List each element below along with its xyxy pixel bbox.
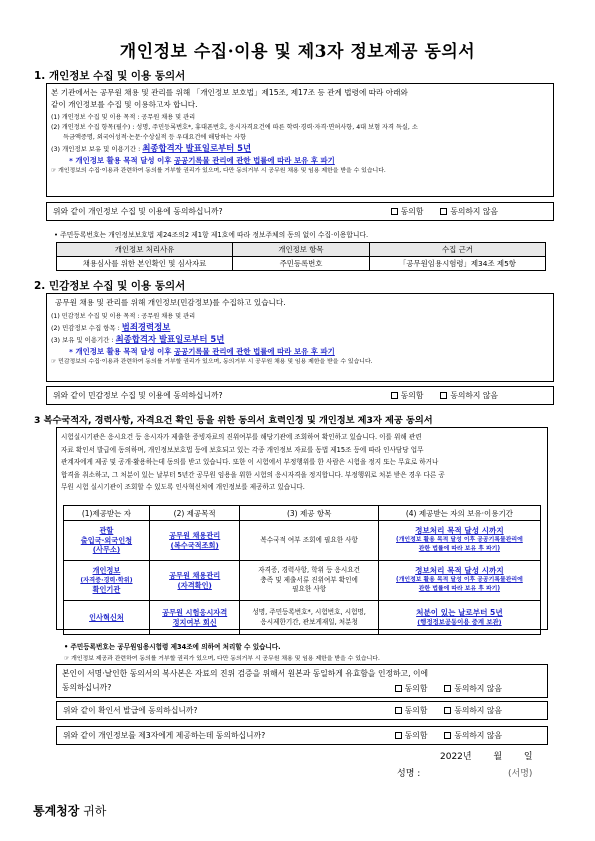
row2-period: [378, 561, 540, 601]
third-party-consent-row: [56, 726, 548, 745]
section2-intro: 공무원 채용 및 관리를 위해 개인정보(민감정보)를 수집하고 있습니다.: [55, 298, 286, 307]
section1-period-value: 최종합격자 발표일로부터 5년: [142, 143, 252, 153]
row2-recipient-line: 확인기관: [92, 585, 121, 595]
section1-period-label: (3) 개인정보 보유 및 이용기간 :: [51, 145, 143, 153]
section1-disagree-checkbox[interactable]: [440, 208, 447, 215]
row1-period: [378, 521, 540, 561]
certificate-agree-checkbox[interactable]: [395, 707, 402, 714]
date-year: 2022년: [440, 752, 472, 762]
third-party-header-recipient: (1)제공받는 자: [64, 506, 150, 521]
section3-intro-2: 자료 확인서 발급에 동의하며, 개인정보보호법 등에 보호되고 있는 각종 개인정보 자료를 동법 제15조 등에 따라 인사담당 업무: [61, 445, 424, 454]
row3-recipient-line: 인사혁신처: [89, 612, 124, 622]
row3-items: [240, 601, 378, 635]
row2-recipient: [64, 561, 150, 601]
section1-intro-1: 본 기관에서는 공무원 채용 및 관리를 위해 「개인정보 보호법」제15조, 제17조 등 관계 법령에 따라 아래와: [51, 88, 408, 97]
section1-consent-row: [46, 202, 554, 221]
row3-purpose: [149, 601, 240, 635]
row1-period-sub: 관한 법률에 따라 보유 후 파기): [418, 546, 501, 553]
section1-item-fields-cont: 득금액증명, 외국어성적·논문·수상실적 등 우대요건에 해당하는 사항: [63, 134, 247, 141]
row2-purpose-line: 공무원 채용관리: [169, 571, 221, 580]
date-line: [440, 749, 533, 762]
section1-agree-checkbox[interactable]: [391, 208, 398, 215]
rrn-cell-basis: 「공무원임용시험령」제34조 제5항: [369, 257, 545, 271]
section2-period-label: (3) 보유 및 이용기간 :: [51, 335, 116, 344]
section1-retention-label: * 개인정보 활용 목적 달성 이후: [69, 156, 174, 165]
section2-heading: 2. 민감정보 수집 및 이용 동의서: [34, 280, 186, 292]
section2-box: [46, 293, 554, 382]
row3-period-main: 처분이 있는 날로부터 5년: [416, 608, 503, 617]
section2-period-value: 최종합격자 발표일로부터 5년: [115, 333, 225, 344]
addressee: [33, 802, 106, 819]
addressee-suffix: 귀하: [79, 804, 107, 818]
third-party-table: [63, 505, 541, 635]
certificate-consent-row: [56, 701, 548, 720]
rrn-cell-item: 주민등록번호: [233, 257, 370, 271]
rrn-header-item: 개인정보 항목: [233, 243, 370, 257]
section2-item-purpose: (1) 민감정보 수집 및 이용 목적 : 공무원 채용 및 관리: [51, 312, 196, 320]
section3-intro-1: 시험실시기관은 응시요건 등 응시자가 제출한 증빙자료의 진위여부를 해당기관에 조회하여 확인하고 있습니다. 이를 위해 관련: [61, 433, 422, 441]
date-day: 일: [523, 752, 533, 762]
row2-period-main: 정보처리 목적 달성 시까지: [415, 566, 504, 576]
section2-item-fields-label: (2) 민감정보 수집 항목 :: [51, 323, 122, 332]
section1-retention: [51, 155, 549, 166]
section3-heading: 3 복수국적자, 경력사항, 자격요건 확인 등을 위한 동의서 효력인정 및 개인정보 제3자 제공 동의서: [34, 415, 433, 426]
row2-items: [240, 561, 378, 601]
certificate-disagree-label: 동의하지 않음: [454, 706, 502, 715]
section2-agree-label: 동의함: [400, 391, 424, 400]
section1-consent-question: 위와 같이 개인정보 수집 및 이용에 동의하십니까?: [53, 207, 223, 216]
row1-recipient-line: 출입국·외국인청: [80, 535, 133, 545]
copy-consent-question-2: 동의하십니까?: [62, 683, 112, 692]
section2-refusal-note: ☞ 민감정보의 수집·이용과 관련하여 동의를 거부할 권리가 있으며, 동의거부 시 공무원 채용 및 임용 제한을 받을 수 있습니다.: [51, 358, 373, 365]
section2-item-fields: [51, 322, 549, 334]
section1-disagree-label: 동의하지 않음: [450, 207, 498, 216]
row2-recipient-line: (자격증·경력·학위): [80, 576, 133, 584]
copy-consent-question-1: 본인이 서명·날인한 동의서의 복사본은 자료의 진위 검증을 위해서 원본과 동일하게 유효함을 인정하고, 이에: [62, 669, 429, 678]
row1-purpose: [149, 521, 240, 561]
section3-refusal-note: ☞ 개인정보 제공과 관련하여 동의를 거부할 권리가 있으며, 다만 동의거부 시 공무원 채용 및 임용 제한을 받을 수 있습니다.: [64, 656, 380, 662]
section1-item-purpose: (1) 개인정보 수집 및 이용 목적 : 공무원 채용 및 관리: [51, 114, 196, 121]
row2-items-line: 충족 및 제출서류 진위여부 확인에: [260, 575, 358, 584]
section2-item-fields-value: 범죄경력정보: [121, 321, 171, 332]
row3-recipient: [64, 601, 150, 635]
signature-mark: (서명): [508, 769, 533, 779]
table-row: [64, 561, 541, 601]
third-party-agree-checkbox[interactable]: [395, 732, 402, 739]
row1-period-sub: (개인정보 활용 목적 달성 이후 공공기록물관리에: [396, 536, 523, 543]
third-party-disagree-checkbox[interactable]: [444, 732, 451, 739]
copy-agree-label: 동의함: [404, 684, 428, 693]
rrn-header-basis: 수집 근거: [369, 243, 545, 257]
copy-disagree-checkbox[interactable]: [444, 685, 451, 692]
row1-recipient-line: (사무소): [92, 545, 121, 555]
row1-items-line: 복수국적 여부 조회에 필요한 사항: [260, 535, 358, 544]
certificate-agree-label: 동의함: [404, 706, 428, 715]
section2-retention-label: * 개인정보 활용 목적 달성 이후: [69, 346, 174, 356]
third-party-agree-label: 동의함: [404, 731, 428, 740]
signature-label: 성명 :: [397, 769, 421, 779]
table-row: [64, 521, 541, 561]
row2-purpose-line: (자격확인): [177, 580, 212, 590]
document-title: 개인정보 수집·이용 및 제3자 정보제공 동의서: [119, 42, 476, 62]
section2-period: [51, 334, 549, 346]
third-party-header-period: (4) 제공받는 자의 보유·이용기간: [378, 506, 540, 521]
row2-purpose: [149, 561, 240, 601]
row2-recipient-line: 개인정보: [92, 566, 121, 576]
row2-items-line: 필요한 사항: [292, 585, 327, 594]
row1-purpose-line: 공무원 채용관리: [169, 531, 221, 540]
row2-period-sub: 관한 법률에 따라 보유 후 파기): [418, 586, 501, 593]
date-month: 월: [493, 752, 503, 762]
section1-item-fields: (2) 개인정보 수집 항목(필수) : 성명, 주민등록번호*, 휴대폰번호, 응시자격요건에 따른 학력·경력·자격·면허사항, 4대 보험 자격 득실, 소: [51, 124, 418, 131]
addressee-org: 통계청장: [33, 804, 80, 818]
row3-purpose-line: 공무원 시험응시자격: [162, 608, 228, 617]
section1-agree-label: 동의함: [400, 207, 424, 216]
section1-box: [46, 83, 554, 197]
row2-items-line: 자격증, 경력사항, 학위 등 응시요건: [258, 566, 361, 575]
section1-heading: 1. 개인정보 수집 및 이용 동의서: [34, 70, 186, 82]
row3-period-sub: (행정정보공동이용 중계 보관): [417, 617, 502, 626]
row1-period-main: 정보처리 목적 달성 시까지: [415, 526, 504, 536]
section2-disagree-label: 동의하지 않음: [450, 391, 498, 400]
table-row: [64, 601, 541, 635]
signature-line: [397, 766, 532, 779]
third-party-consent-question: 위와 같이 개인정보를 제3자에게 제공하는데 동의하십니까?: [63, 731, 266, 740]
section2-retention-value: 공공기록물 관리에 관한 법률에 따라 보유 후 파기: [173, 346, 335, 356]
third-party-header-purpose: (2) 제공목적: [149, 506, 240, 521]
row3-items-line: 응시제한기간, 관보게재일, 처분청: [260, 617, 358, 626]
row1-purpose-line: (복수국적조회): [170, 540, 219, 550]
copy-agree-checkbox[interactable]: [395, 685, 402, 692]
section2-disagree-checkbox[interactable]: [440, 392, 447, 399]
rrn-cell-reason: 채용심사를 위한 본인확인 및 심사자료: [57, 257, 233, 271]
section3-intro-3: 관계자에게 제공 및 공개·활용하는데 동의를 받고 있습니다. 또한 이 시험에서 부정행위를 한 사람은 시험을 정지 또는 무효로 하거나: [61, 458, 439, 466]
row1-recipient: [64, 521, 150, 561]
rrn-table: [56, 242, 546, 271]
copy-consent-row: [56, 664, 548, 698]
section3-intro-5: 무원 시험 실시기관이 조회할 수 있도록 인사혁신처에 개인정보를 제공하고 있습니다.: [61, 483, 305, 491]
section2-retention: [51, 346, 549, 357]
row3-period: [378, 601, 540, 635]
section2-consent-question: 위와 같이 민감정보 수집 및 이용에 동의하십니까?: [53, 391, 223, 400]
row1-recipient-line: 관할: [99, 526, 114, 536]
row2-period-sub: (개인정보 활용 목적 달성 이후 공공기록물관리에: [396, 576, 523, 583]
row3-purpose-line: 정지여부 회신: [172, 617, 217, 627]
row1-items: [240, 521, 378, 561]
section1-period: [51, 143, 549, 155]
section1-refusal-note: ☞ 개인정보의 수집·이용과 관련하여 동의를 거부할 권리가 있으며, 다만 동의거부 시 공무원 채용 및 임용 제한을 받을 수 있습니다.: [51, 168, 386, 174]
certificate-consent-question: 위와 같이 확인서 발급에 동의하십니까?: [63, 706, 198, 715]
section3-rrn-note: • 주민등록번호는 공무원임용시험령 제34조에 의하여 처리할 수 있습니다.: [64, 643, 281, 651]
third-party-header-items: (3) 제공 항목: [240, 506, 378, 521]
section2-consent-row: [46, 386, 554, 405]
row3-items-line: 성명, 주민등록번호*, 시험번호, 시험명,: [252, 608, 366, 616]
section1-intro-2: 같이 개인정보를 수집 및 이용하고자 합니다.: [51, 99, 198, 109]
rrn-note: • 주민등록번호는 개인정보보호법 제24조의2 제1항 제1호에 따라 정보주체의 동의 없이 수집·이용합니다.: [54, 231, 369, 239]
section3-intro-4: 합격을 취소하고, 그 처분이 있는 날부터 5년간 공무원 임용을 위한 시험의 응시자격을 정지합니다. 부정행위로 처분 받은 경우 다른 공: [61, 470, 445, 479]
copy-disagree-label: 동의하지 않음: [454, 684, 502, 693]
certificate-disagree-checkbox[interactable]: [444, 707, 451, 714]
third-party-disagree-label: 동의하지 않음: [454, 731, 502, 740]
section2-agree-checkbox[interactable]: [391, 392, 398, 399]
rrn-header-reason: 개인정보 처리사유: [57, 243, 233, 257]
section1-retention-value: 공공기록물 관리에 관한 법률에 따라 보유 후 파기: [173, 156, 335, 165]
